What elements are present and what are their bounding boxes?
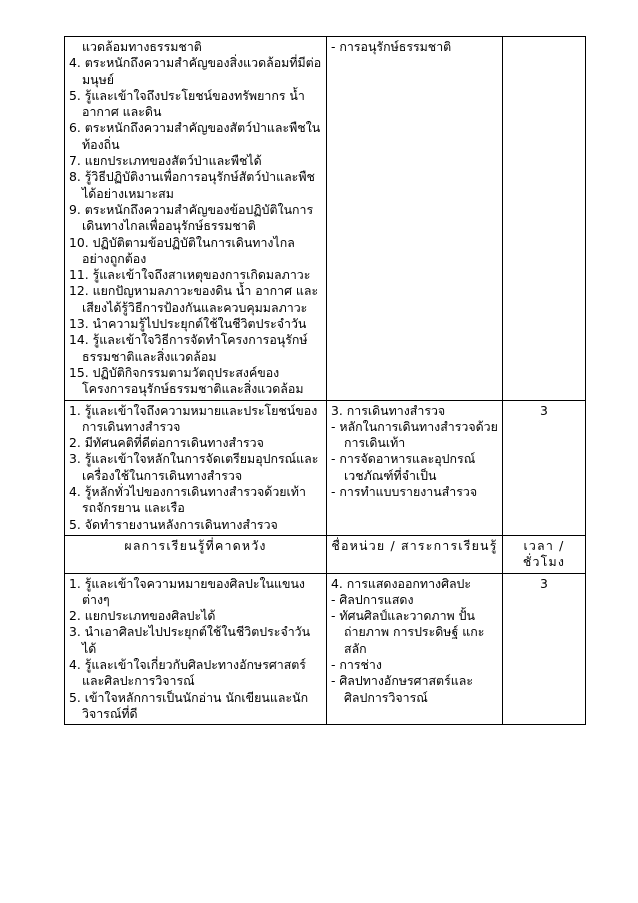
header-outcomes: ผลการเรียนรู้ที่คาดหวัง [65, 535, 327, 573]
list-item: - การทำแบบรายงานสำรวจ [331, 484, 478, 500]
list-item: - หลักในการเดินทางสำรวจด้วยการเดินเท้า [331, 418, 498, 451]
list-item: 6. ตระหนักถึงความสำคัญของสัตว์ป่าและพืชในท้องถิ่น [69, 120, 321, 152]
outcomes-cell [65, 37, 327, 401]
list-item: - การจัดอาหารและอุปกรณ์เวชภัณฑ์ที่จำเป็น [331, 451, 476, 483]
list-item: 5. จัดทำรายงานหลังการเดินทางสำรวจ [69, 516, 278, 532]
header-row [65, 535, 586, 573]
unit-cell [327, 400, 503, 535]
unit-cell [327, 37, 503, 401]
hours-cell: 3 [503, 400, 586, 535]
table-row [65, 37, 586, 401]
header-hours: เวลา / ชั่วโมง [503, 535, 586, 573]
list-item: แวดล้อมทางธรรมชาติ [82, 39, 202, 54]
list-item: 2. แยกประเภทของศิลปะได้ [69, 608, 216, 624]
list-item: 11. รู้และเข้าใจถึงสาเหตุของการเกิดมลภาวะ [69, 267, 311, 283]
outcomes-cell [65, 573, 327, 725]
list-item: 15. ปฏิบัติกิจกรรมตามวัตถุประสงค์ของโครงการอนุรักษ์ธรรมชาติและสิ่งแวดล้อม [69, 364, 304, 397]
list-item: - ศิลปทางอักษรศาสตร์และศิลปการวิจารณ์ [331, 673, 473, 705]
outcomes-cell [65, 400, 327, 535]
list-item: 4. การแสดงออกทางศิลปะ [331, 575, 472, 591]
unit-cell [327, 573, 503, 725]
list-item: 2. มีทัศนคติที่ดีต่อการเดินทางสำรวจ [69, 435, 264, 451]
hours-cell: 3 [503, 573, 586, 725]
list-item: 10. ปฏิบัติตามข้อปฏิบัติในการเดินทางไกลอย่างถูกต้อง [69, 234, 295, 266]
list-item: 1. รู้และเข้าใจถึงความหมายและประโยชน์ของการเดินทางสำรวจ [69, 402, 318, 434]
table-row [65, 400, 586, 535]
list-item: 7. แยกประเภทของสัตว์ป่าและพืชได้ [69, 153, 262, 169]
list-item: 3. การเดินทางสำรวจ [331, 402, 446, 418]
list-item: 4. รู้และเข้าใจเกี่ยวกับศิลปะทางอักษรศาสตร์และศิลปะการวิจารณ์ [69, 656, 306, 689]
list-item: 12. แยกปัญหามลภาวะของดิน น้ำ อากาศ และเสียงได้รู้วิธีการป้องกันและควบคุมมลภาวะ [69, 283, 319, 315]
list-item: - ทัศนศิลป์และวาดภาพ ปั้น ถ่ายภาพ การประดิษฐ์ แกะสลัก [331, 608, 485, 656]
list-item: 9. ตระหนักถึงความสำคัญของข้อปฏิบัติในการเดินทางไกลเพื่ออนุรักษ์ธรรมชาติ [69, 201, 314, 234]
curriculum-table [64, 36, 586, 725]
list-item: 1. รู้และเข้าใจความหมายของศิลปะในแขนงต่างๆ [69, 575, 305, 607]
list-item: 3. รู้และเข้าใจหลักในการจัดเตรียมอุปกรณ์และเครื่องใช้ในการเดินทางสำรวจ [69, 451, 319, 483]
list-item: 5. เข้าใจหลักการเป็นนักอ่าน นักเขียนและนักวิจารณ์ที่ดี [69, 689, 309, 721]
list-item: - ศิลปการแสดง [331, 591, 414, 607]
header-unit: ชื่อหน่วย / สาระการเรียนรู้ [327, 535, 503, 573]
list-item: 14. รู้และเข้าใจวิธีการจัดทำโครงการอนุรักษ์ธรรมชาติและสิ่งแวดล้อม [69, 332, 308, 364]
list-item: - การช่าง [331, 656, 382, 672]
table-row [65, 573, 586, 725]
list-item: 3. นำเอาศิลปะไปประยุกต์ใช้ในชีวิตประจำวันได้ [69, 624, 311, 656]
list-item: 4. ตระหนักถึงความสำคัญของสิ่งแวดล้อมที่มีต่อมนุษย์ [69, 55, 322, 87]
list-item: 5. รู้และเข้าใจถึงประโยชน์ของทรัพยากร น้ำ อากาศ และดิน [69, 87, 305, 120]
list-item: - การอนุรักษ์ธรรมชาติ [331, 39, 452, 54]
list-item: 8. รู้วิธีปฏิบัติงานเพื่อการอนุรักษ์สัตว์ป่าและพืชได้อย่างเหมาะสม [69, 169, 315, 201]
hours-cell [503, 37, 586, 401]
list-item: 13. นำความรู้ไปประยุกต์ใช้ในชีวิตประจำวัน [69, 316, 307, 332]
list-item: 4. รู้หลักทั่วไปของการเดินทางสำรวจด้วยเท้า รถจักรยาน และเรือ [69, 484, 306, 516]
